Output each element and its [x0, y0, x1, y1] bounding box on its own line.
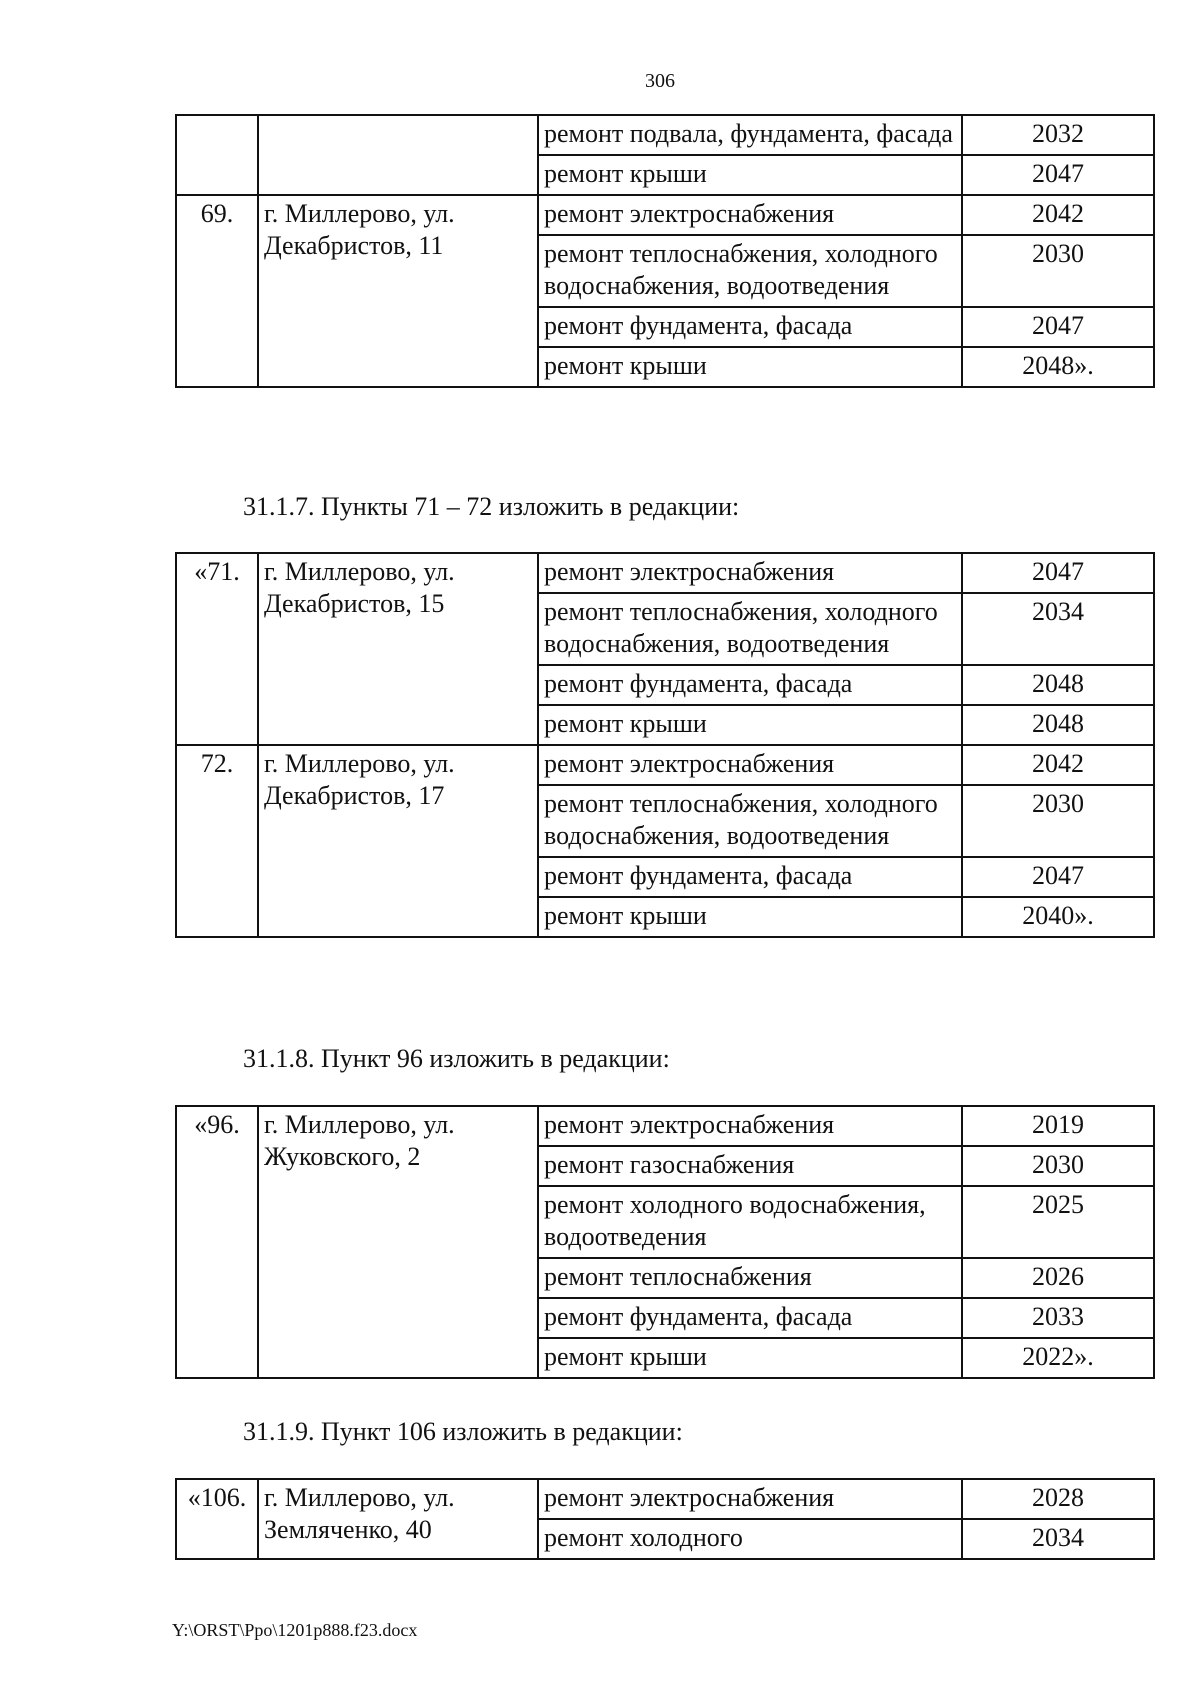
item-address: г. Миллерово, ул. Декабристов, 11: [258, 195, 538, 387]
schedule-table-item-106: [175, 1478, 1155, 1560]
table-row: [176, 745, 1154, 785]
work-cell: ремонт электроснабжения: [538, 1479, 962, 1519]
work-cell: ремонт фундамента, фасада: [538, 857, 962, 897]
item-number: 69.: [176, 195, 258, 387]
year-cell: 2022».: [962, 1338, 1154, 1378]
work-cell: ремонт электроснабжения: [538, 1106, 962, 1146]
work-cell: ремонт холодного водоснабжения, водоотведения: [538, 1186, 962, 1258]
year-cell: 2030: [962, 785, 1154, 857]
work-cell: ремонт газоснабжения: [538, 1146, 962, 1186]
table-row: [176, 195, 1154, 235]
work-cell: ремонт подвала, фундамента, фасада: [538, 115, 962, 155]
table-row: [176, 1479, 1154, 1519]
year-cell: 2047: [962, 553, 1154, 593]
year-cell: 2033: [962, 1298, 1154, 1338]
paragraph-31-1-9: 31.1.9. Пункт 106 изложить в редакции:: [243, 1417, 683, 1446]
year-cell: 2034: [962, 1519, 1154, 1559]
item-number: 72.: [176, 745, 258, 937]
year-cell: 2042: [962, 745, 1154, 785]
paragraph-31-1-7: 31.1.7. Пункты 71 – 72 изложить в редакции:: [243, 492, 740, 521]
paragraph-31-1-8: 31.1.8. Пункт 96 изложить в редакции:: [243, 1044, 670, 1073]
work-cell: ремонт крыши: [538, 347, 962, 387]
work-cell: ремонт крыши: [538, 705, 962, 745]
item-address: г. Миллерово, ул. Жуковского, 2: [258, 1106, 538, 1378]
work-cell: ремонт фундамента, фасада: [538, 665, 962, 705]
year-cell: 2026: [962, 1258, 1154, 1298]
item-address: г. Миллерово, ул. Земляченко, 40: [258, 1479, 538, 1559]
year-cell: 2048».: [962, 347, 1154, 387]
work-cell: ремонт теплоснабжения: [538, 1258, 962, 1298]
item-number: «71.: [176, 553, 258, 745]
year-cell: 2047: [962, 857, 1154, 897]
schedule-table-item-96: [175, 1105, 1155, 1379]
year-cell: 2048: [962, 705, 1154, 745]
year-cell: 2025: [962, 1186, 1154, 1258]
work-cell: ремонт холодного: [538, 1519, 962, 1559]
footer-file-path: Y:\ORST\Ppo\1201p888.f23.docx: [172, 1620, 418, 1640]
page-number: 306: [645, 70, 675, 92]
year-cell: 2030: [962, 235, 1154, 307]
address-cell: [258, 115, 538, 195]
work-cell: ремонт теплоснабжения, холодного водоснабжения, водоотведения: [538, 593, 962, 665]
year-cell: 2019: [962, 1106, 1154, 1146]
year-cell: 2040».: [962, 897, 1154, 937]
year-cell: 2034: [962, 593, 1154, 665]
work-cell: ремонт крыши: [538, 155, 962, 195]
table-row: [176, 115, 1154, 155]
work-cell: ремонт фундамента, фасада: [538, 1298, 962, 1338]
work-cell: ремонт электроснабжения: [538, 553, 962, 593]
year-cell: 2032: [962, 115, 1154, 155]
item-address: г. Миллерово, ул. Декабристов, 17: [258, 745, 538, 937]
table-row: [176, 1106, 1154, 1146]
table-row: [176, 553, 1154, 593]
work-cell: ремонт крыши: [538, 897, 962, 937]
year-cell: 2042: [962, 195, 1154, 235]
schedule-table-continuation: [175, 114, 1155, 388]
schedule-table-items-71-72: [175, 552, 1155, 938]
work-cell: ремонт электроснабжения: [538, 195, 962, 235]
work-cell: ремонт электроснабжения: [538, 745, 962, 785]
year-cell: 2047: [962, 307, 1154, 347]
year-cell: 2047: [962, 155, 1154, 195]
year-cell: 2028: [962, 1479, 1154, 1519]
number-cell: [176, 115, 258, 195]
item-number: «96.: [176, 1106, 258, 1378]
work-cell: ремонт крыши: [538, 1338, 962, 1378]
work-cell: ремонт теплоснабжения, холодного водоснабжения, водоотведения: [538, 235, 962, 307]
year-cell: 2048: [962, 665, 1154, 705]
item-number: «106.: [176, 1479, 258, 1559]
item-address: г. Миллерово, ул. Декабристов, 15: [258, 553, 538, 745]
work-cell: ремонт теплоснабжения, холодного водоснабжения, водоотведения: [538, 785, 962, 857]
year-cell: 2030: [962, 1146, 1154, 1186]
work-cell: ремонт фундамента, фасада: [538, 307, 962, 347]
